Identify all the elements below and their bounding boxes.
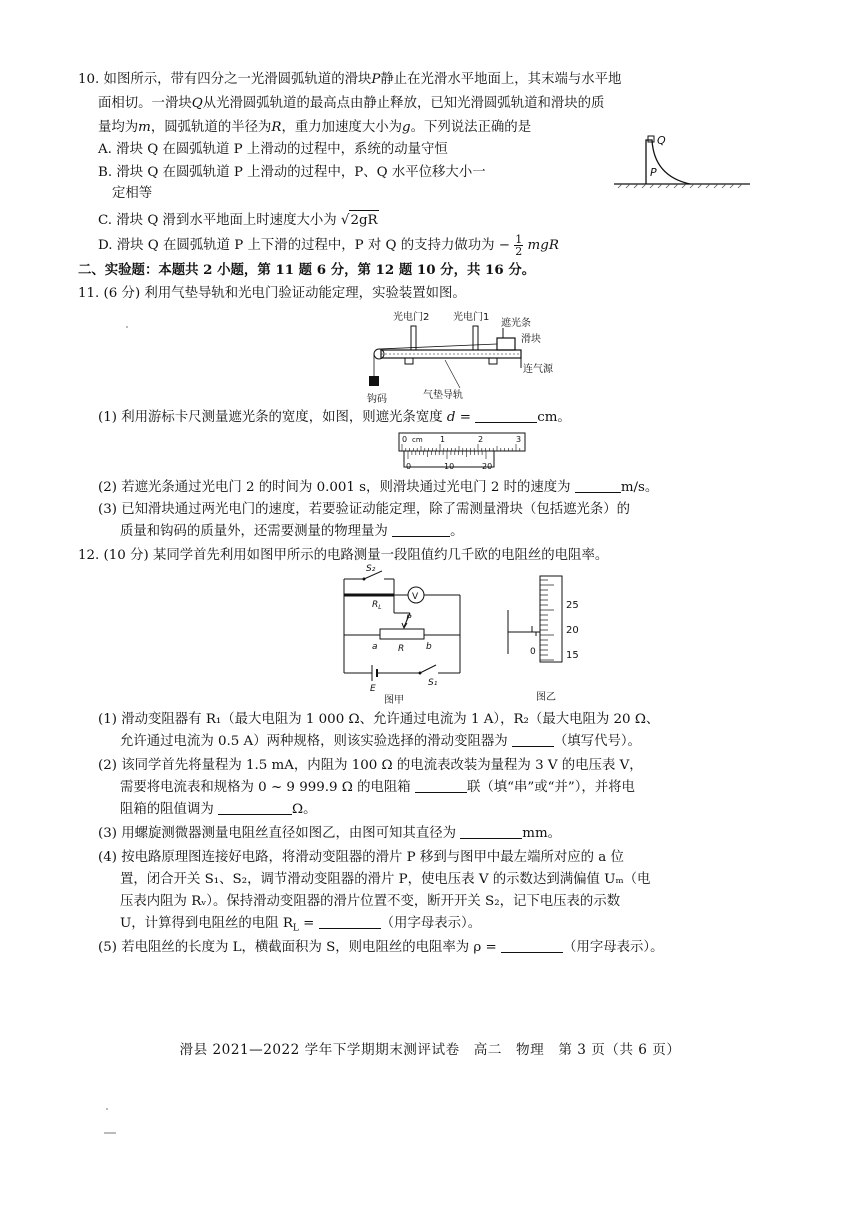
label-gate-2: 光电门2: [393, 312, 430, 323]
q12-part-2-line-3: 阻箱的阻值调为 Ω。: [120, 802, 317, 817]
q12-part-1-line-2: 允许通过电流为 0.5 A）两种规格，则该实验选择的滑动变阻器为 （填写代号）。: [120, 734, 641, 749]
answer-blank-connection[interactable]: [415, 778, 467, 793]
q10-option-b-line-1: B. 滑块 Q 在圆弧轨道 P 上滑动的过程中，P、Q 水平位移大小一: [98, 165, 486, 180]
label-e: E: [370, 684, 376, 694]
q12-stem: 12. (10 分) 某同学首先利用如图甲所示的电路测量一段阻值约几千欧的电阻丝的电阻率。: [78, 548, 609, 563]
q12-part-4-line-2: 置，闭合开关 S₁、S₂，调节滑动变阻器的滑片 P，使电压表 V 的示数达到满偏值 Uₘ（电: [120, 872, 651, 887]
caliper-label-0: 0: [402, 435, 408, 444]
q11-stem: 11. (6 分) 利用气垫导轨和光电门验证动能定理，实验装置如图。: [78, 286, 466, 301]
label-r: R: [398, 644, 405, 654]
q10-option-b-line-2: 定相等: [112, 186, 153, 201]
label-s1: S₁: [428, 678, 438, 688]
caliper-label-3: 3: [516, 435, 522, 444]
label-slider: 滑块: [521, 334, 541, 345]
label-q: Q: [657, 134, 666, 147]
q10-line-1: 10. 如图所示，带有四分之一光滑圆弧轨道的滑块P静止在光滑水平地面上，其末端与水平地: [78, 72, 622, 87]
label-air-source: 连气源: [523, 364, 553, 375]
circuit-figure-a: [336, 565, 476, 705]
q12-part-5: (5) 若电阻丝的长度为 L，横截面积为 S，则电阻丝的电阻率为 ρ = （用字母表示）。: [98, 940, 664, 955]
label-s2: S₂: [366, 564, 376, 574]
label-air-track: 气垫导轨: [423, 390, 463, 401]
answer-blank-rheostat[interactable]: [512, 732, 554, 747]
q12-part-2-line-2: 需要将电流表和规格为 0 ~ 9 999.9 Ω 的电阻箱 联（填“串”或“并”），并将电: [120, 780, 635, 795]
label-p-slider: P: [406, 614, 412, 624]
label-weight: 钩码: [367, 394, 387, 405]
q12-part-4-line-4: U，计算得到电阻丝的电阻 $R_L$ = （用字母表示）。: [120, 916, 482, 934]
answer-blank-rl[interactable]: [319, 914, 381, 929]
label-p: P: [650, 166, 657, 179]
mic-label-20: 20: [566, 625, 579, 636]
q12-part-2-line-1: (2) 该同学首先将量程为 1.5 mA，内阻为 100 Ω 的电流表改装为量程为 3 V 的电压表 V，: [98, 758, 643, 773]
answer-blank-resistance-box[interactable]: [218, 800, 292, 815]
sqrt-2gR: 2gR: [349, 210, 378, 231]
q12-part-3: (3) 用螺旋测微器测量电阻丝直径如图乙，由图可知其直径为 mm。: [98, 826, 562, 841]
mic-label-15: 15: [566, 650, 579, 661]
label-strip: 遮光条: [501, 318, 531, 329]
mic-label-0: 0: [530, 647, 536, 657]
caliper-label-1: 1: [440, 435, 446, 444]
answer-blank-resistivity[interactable]: [501, 938, 563, 953]
label-voltmeter: V: [412, 592, 419, 602]
section-2-heading: 二、实验题：本题共 2 小题，第 11 题 6 分，第 12 题 10 分，共 16 分。: [78, 262, 536, 278]
answer-blank-quantity[interactable]: [392, 522, 450, 537]
caption-figure-a: 图甲: [384, 695, 404, 706]
answer-blank-velocity[interactable]: [575, 478, 621, 493]
q12-part-4-line-3: 压表内阻为 Rᵥ）。保持滑动变阻器的滑片位置不变，断开开关 S₂，记下电压表的示数: [120, 894, 621, 909]
q10-option-c: C. 滑块 Q 滑到水平地面上时速度大小为 √2gR: [98, 210, 379, 231]
q11-part-1: (1) 利用游标卡尺测量遮光条的宽度，如图，则遮光条宽度 d = cm。: [98, 410, 571, 425]
vernier-label-10: 10: [444, 462, 455, 471]
air-track-figure: [365, 308, 575, 404]
q10-option-d: D. 滑块 Q 在圆弧轨道 P 上下滑的过程中，P 对 Q 的支持力做功为 − $\frac{1}{2}$ mgR: [98, 233, 559, 258]
fraction-one-half: $\frac{1}{2}$: [515, 233, 523, 258]
caliper-label-cm: cm: [412, 436, 423, 444]
vernier-label-20: 20: [482, 462, 493, 471]
page-footer: 滑县 2021—2022 学年下学期期末测评试卷 高二 物理 第 3 页（共 6 页）: [179, 1042, 681, 1058]
mic-label-25: 25: [566, 600, 579, 611]
q11-part-3-line-1: (3) 已知滑块通过两光电门的速度，若要验证动能定理，除了需测量滑块（包括遮光条）的: [98, 502, 631, 517]
caliper-label-2: 2: [478, 435, 484, 444]
label-b: b: [426, 642, 432, 652]
vernier-label-0: 0: [406, 462, 412, 471]
q12-part-1-line-1: (1) 滑动变阻器有 R₁（最大电阻为 1 000 Ω、允许通过电流为 1 A），R₂（最大电阻为 20 Ω、: [98, 712, 660, 727]
answer-blank-width[interactable]: [475, 408, 537, 423]
q10-line-3: 量均为m，圆弧轨道的半径为R，重力加速度大小为g。下列说法正确的是: [98, 120, 532, 135]
label-gate-1: 光电门1: [453, 312, 490, 323]
caption-figure-b: 图乙: [536, 692, 556, 703]
q10-line-2: 面相切。一滑块Q从光滑圆弧轨道的最高点由静止释放，已知光滑圆弧轨道和滑块的质: [98, 96, 605, 111]
label-rl: $R_L$: [372, 600, 382, 611]
answer-blank-diameter[interactable]: [460, 824, 522, 839]
micrometer-figure-b: [506, 570, 596, 704]
scan-mark: [104, 1132, 116, 1134]
vernier-caliper-figure: [398, 432, 528, 472]
q12-part-4-line-1: (4) 按电路原理图连接好电路，将滑动变阻器的滑片 P 移到与图甲中最左端所对应的 a 位: [98, 850, 624, 865]
q11-part-2: (2) 若遮光条通过光电门 2 的时间为 0.001 s，则滑块通过光电门 2 时的速度为 m/s。: [98, 480, 659, 495]
q10-option-a: A. 滑块 Q 在圆弧轨道 P 上滑动的过程中，系统的动量守恒: [98, 142, 448, 157]
scan-dot: [106, 1108, 108, 1110]
scan-dot-2: [126, 326, 128, 328]
q10-arc-track-figure: [612, 132, 752, 188]
q11-part-3-line-2: 质量和钩码的质量外，还需要测量的物理量为 。: [120, 524, 464, 539]
label-a: a: [372, 642, 378, 652]
